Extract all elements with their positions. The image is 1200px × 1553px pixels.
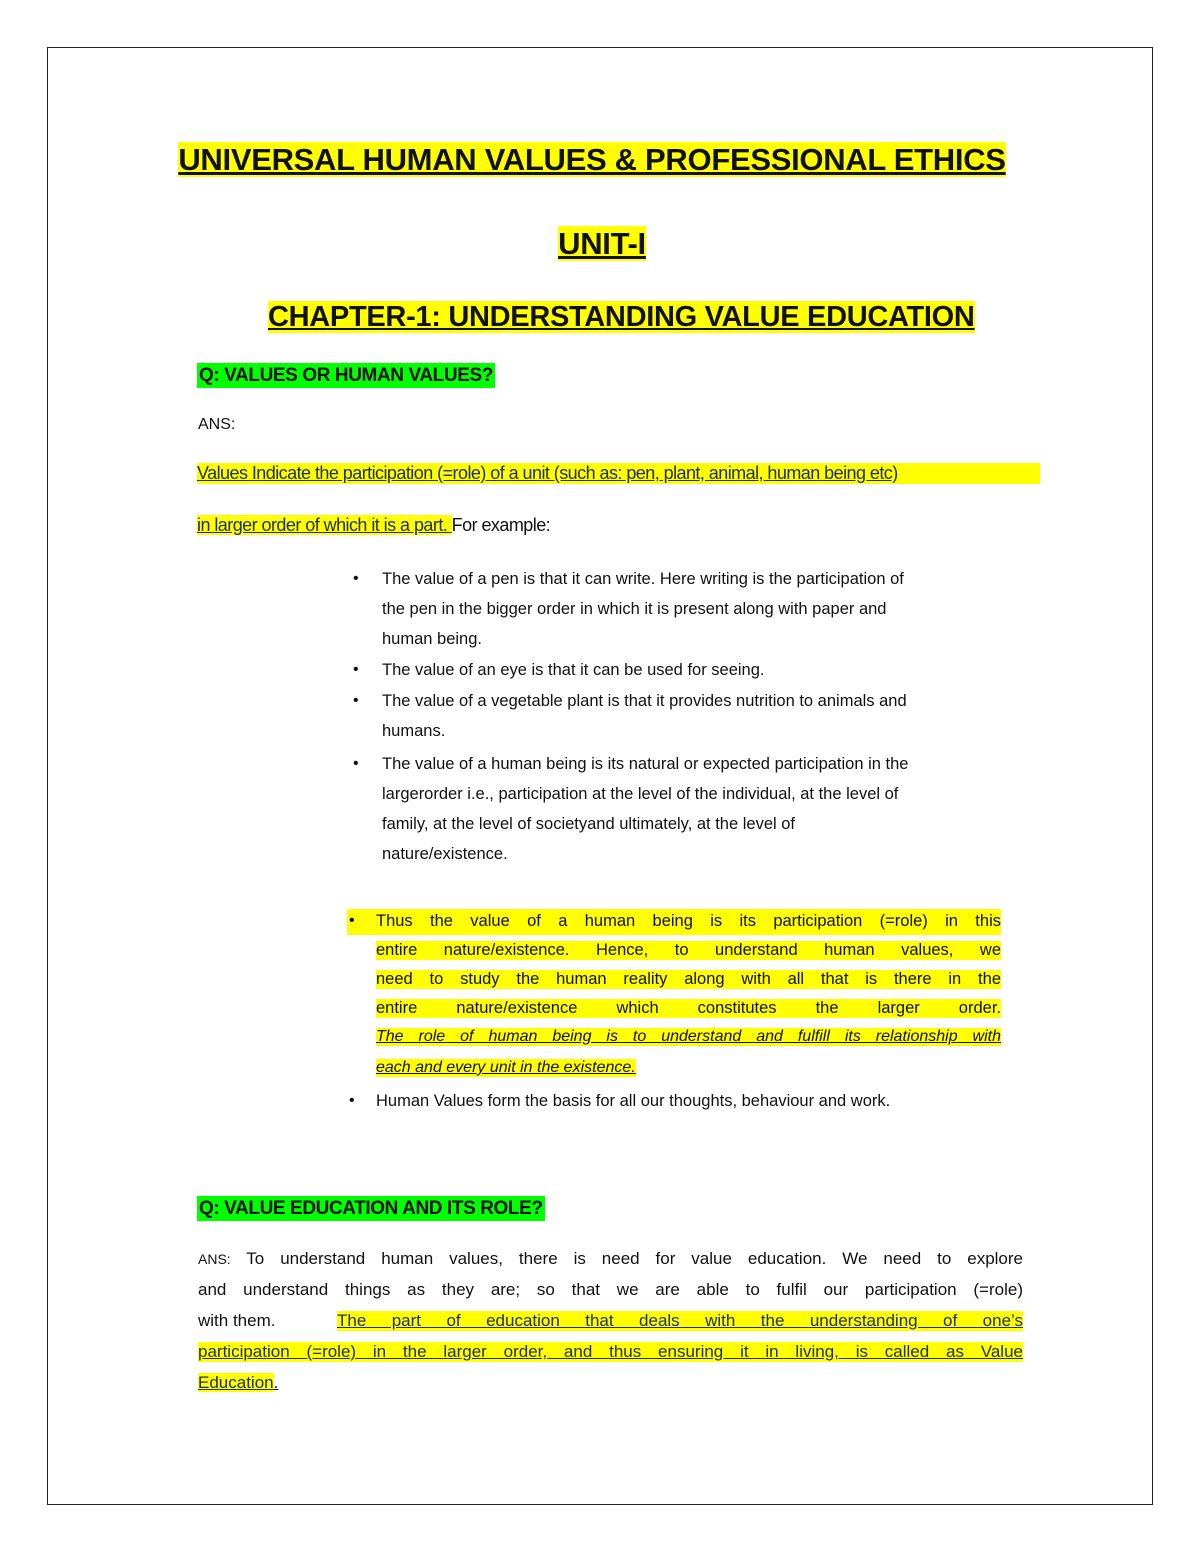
ans2-line-3: [198, 1311, 1023, 1331]
bullet-1-line-1: The value of a pen is that it can write. Here writing is the participation of: [382, 570, 904, 588]
ans2-line-5-text: Education: [198, 1373, 274, 1392]
chapter-heading: CHAPTER-1: UNDERSTANDING VALUE EDUCATION: [268, 301, 975, 333]
bullet-4-line-1: The value of a human being is its natural or expected participation in the: [382, 755, 909, 773]
bullet-4-line-2: largerorder i.e., participation at the level of the individual, at the level of: [382, 785, 899, 803]
bullet-icon: •: [353, 661, 359, 678]
question-2-text: Q: VALUE EDUCATION AND ITS ROLE?: [199, 1198, 543, 1219]
ans2-line-3-plain: with them.: [198, 1311, 276, 1330]
document-title: UNIVERSAL HUMAN VALUES & PROFESSIONAL ETHICS: [178, 142, 1006, 177]
bullet-3-line-2: humans.: [382, 722, 446, 740]
unit-heading: UNIT-I: [558, 226, 646, 261]
hl-line-3: need to study the human reality along with all that is there in the: [376, 970, 1001, 988]
ans2-line-2: and understand things as they are; so that we are able to fulfil our participation (=role): [198, 1280, 1023, 1299]
ans2-line-1-text: To understand human values, there is need for value education. We need to explore: [230, 1249, 1023, 1268]
ans-label-1: ANS:: [198, 416, 236, 433]
last-bullet: Human Values form the basis for all our thoughts, behaviour and work.: [376, 1092, 891, 1110]
bullet-icon: •: [353, 755, 359, 772]
bullet-1-line-2: the pen in the bigger order in which it is present along with paper and: [382, 600, 887, 618]
bullet-icon: •: [353, 692, 359, 709]
bullet-2-line-1: The value of an eye is that it can be used for seeing.: [382, 661, 765, 679]
bullet-1-line-3: human being.: [382, 630, 482, 648]
hl-line-1: Thus the value of a human being is its participation (=role) in this: [376, 912, 1001, 930]
hl-line-4: entire nature/existence which constitutes the larger order.: [376, 999, 1001, 1017]
bullet-icon: •: [353, 570, 359, 587]
definition-line-2: [197, 515, 550, 536]
definition-line-2-text: in larger order of which it is a part.: [197, 515, 452, 535]
bullet-icon: •: [349, 1092, 355, 1109]
bullet-3-line-1: The value of a vegetable plant is that it provides nutrition to animals and: [382, 692, 907, 710]
hl-line-2: entire nature/existence. Hence, to understand human values, we: [376, 941, 1001, 959]
ans-label-2: ANS:: [198, 1251, 231, 1267]
hl-line-5: The role of human being is to understand and fulfill its relationship with: [376, 1028, 1001, 1045]
bullet-4-line-3: family, at the level of societyand ultimately, at the level of: [382, 815, 796, 833]
bullet-4-line-4: nature/existence.: [382, 845, 508, 863]
unit-wrap: [0, 226, 1200, 262]
chapter-wrap: [268, 301, 975, 334]
bullet-icon: •: [349, 912, 355, 929]
ans2-line-5: [198, 1373, 278, 1393]
question-1: [197, 365, 495, 387]
ans2-line-3-highlight: The part of education that deals with the understanding of one’s: [337, 1311, 1023, 1330]
question-2: [197, 1198, 545, 1220]
hl-line-6: each and every unit in the existence.: [376, 1059, 636, 1076]
question-1-text: Q: VALUES OR HUMAN VALUES?: [199, 365, 493, 386]
document-title-wrap: [0, 142, 1184, 178]
ans2-line-5-end: .: [273, 1373, 279, 1392]
ans2-line-1: [198, 1249, 1023, 1269]
definition-line-1: Values Indicate the participation (=role) of a unit (such as: pen, plant, animal, human being etc): [197, 463, 1040, 484]
for-example: For example:: [451, 515, 551, 535]
ans2-line-4: participation (=role) in the larger order, and thus ensuring it in living, is called as Value: [198, 1342, 1023, 1361]
